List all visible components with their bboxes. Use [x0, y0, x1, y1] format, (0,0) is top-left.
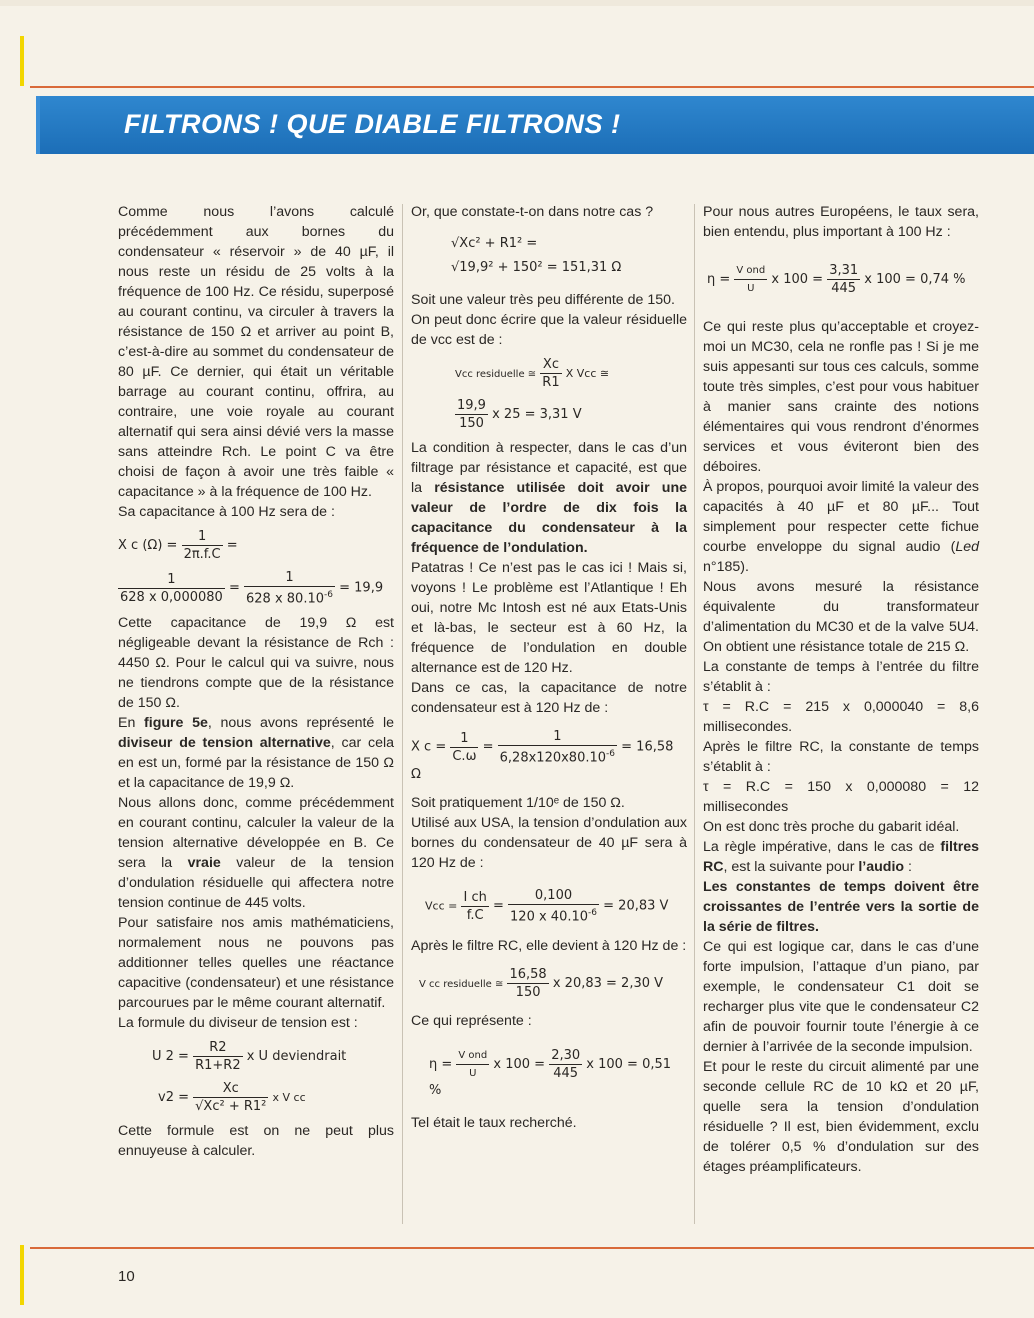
numerator: 1 [167, 571, 176, 587]
bold-text: filtres RC [703, 839, 979, 875]
paragraph [703, 837, 979, 877]
formula-term: Vcc residuelle ≅ [455, 369, 537, 380]
paragraph: On est donc très proche du gabarit idéal. [703, 819, 960, 835]
formula-vcc-residual-120hz [419, 966, 687, 1001]
bold-text: diviseur de tension alternative [118, 735, 331, 752]
paragraph: La constante de temps à l’entrée du filtre s’établit à : [703, 659, 979, 695]
fraction [827, 262, 860, 297]
numerator: I ch [463, 890, 487, 905]
numerator: V ond [736, 265, 766, 276]
paragraph [411, 438, 687, 558]
paragraph: Comme nous l’avons calculé précédemment aux bornes du condensateur « réservoir » de 40 µF, il nous reste un résidu de 25 volts à la fréquence de 100 Hz. Ce résidu, superposé au courant continu, va circuler à travers la résistance de 150 Ω et arriver au point B, c’est-à-dire au sommet du condensateur de 80 µF. Ce dernier, qui était un véritable barrage au courant continu, offrira, au contraire, une voie royale au courant alternatif qui sera ainsi dévié vers la masse sans atteindre Rch. Le point C va être choisi de façon à avoir une très faible « capacitance » à la fréquence de 100 Hz. [118, 204, 394, 500]
paragraph: Pour satisfaire nos amis mathématiciens, normalement nous ne pouvons pas additionner telles quelles une réactance capacitive (condensateur) et une résistance parcourues par le même courant alternatif. [118, 915, 394, 1012]
formula-result: = 16,58 Ω [411, 739, 674, 783]
numerator: 1 [460, 730, 469, 746]
formula-result: x 20,83 = 2,30 V [552, 975, 664, 991]
fraction [193, 1080, 268, 1115]
text: Nous allons donc, comme précédemment en courant continu, calculer la valeur de la tension alternative développée en B. Ce sera la [118, 795, 394, 872]
fraction [244, 569, 335, 607]
paragraph: Après le filtre RC, elle devient à 120 Hz de : [411, 937, 687, 954]
paragraph: Nous avons mesuré la résistance équivalente du transformateur d’alimentation du MC30 et de la valve 5U4. On obtient une résistance totale de 215 Ω. [703, 579, 979, 655]
column-1 [118, 202, 394, 1161]
formula-term: η = [429, 1056, 453, 1072]
bold-text: vraie [187, 855, 221, 872]
text: La règle impérative, dans le cas de [703, 839, 941, 855]
formula-term: X c (Ω) = [118, 538, 178, 553]
exponent: -6 [324, 590, 333, 600]
column-3 [703, 202, 979, 1177]
numerator: V ond [458, 1049, 488, 1061]
formula-result: = 20,83 V [603, 899, 669, 914]
denominator-text: 6,28x120x80.10 [499, 750, 607, 766]
paragraph: Cette capacitance de 19,9 Ω est négligeable devant la résistance de Rch : 4450 Ω. Pour le calcul qui va suivre, nous ne tiendrons compte que de la résistance de 150 Ω. [118, 615, 394, 712]
fraction [118, 571, 225, 606]
formula-line: √Xc² + R1² = [451, 236, 538, 251]
numerator: Xc [222, 1081, 239, 1097]
formula-vcc-residual [411, 356, 687, 391]
exponent: -6 [588, 908, 598, 919]
formula-term: x U deviendrait [246, 1049, 347, 1065]
formula-vcc-120hz [425, 887, 687, 925]
paragraph: Pour nous autres Européens, le taux sera, bien entendu, plus important à 100 Hz : [703, 204, 979, 240]
formula-term: U 2 = [152, 1049, 189, 1065]
paragraph: Après le filtre RC, la constante de temps s’établit à : [703, 739, 979, 775]
bold-text: l’audio [858, 859, 905, 875]
numerator: 1 [285, 570, 294, 585]
fraction [498, 728, 617, 766]
paragraph: Utilisé aux USA, la tension d’ondulation aux bornes du condensateur de 40 µF sera à 120 Hz de : [411, 815, 687, 872]
paragraph: La formule du diviseur de tension est : [118, 1015, 358, 1032]
formula-result: x 100 = 0,51 % [429, 1056, 672, 1098]
denominator-text: 628 x 80.10 [246, 591, 324, 607]
bottom-rule [30, 1247, 1034, 1249]
paragraph: Sa capacitance à 100 Hz sera de : [118, 504, 335, 520]
denominator: U [456, 1064, 489, 1082]
fraction [508, 887, 599, 925]
paragraph [118, 793, 394, 913]
paragraph: Or, que constate-t-on dans notre cas ? [411, 204, 654, 220]
numerator: 1 [197, 529, 207, 544]
fraction [455, 397, 488, 432]
denominator: 2π.f.C [183, 547, 221, 562]
formula-term: v2 = [158, 1090, 189, 1106]
formula-vcc-residual-value [411, 397, 687, 432]
fraction [734, 262, 767, 297]
paragraph: Et pour le reste du circuit alimenté par une seconde cellule RC de 10 kΩ et 20 µF, quelle sera la tension d’ondulation résiduelle ? Il est, bien évidemment, exclu de tolérer 0,5 % d’ondulation sur des étages préamplificateurs. [703, 1059, 979, 1175]
text: En [118, 715, 145, 732]
fraction [193, 1039, 243, 1074]
paragraph: Ce qui est logique car, dans le cas d’une forte impulsion, l’attaque d’un piano, par exemple, le condensateur C1 doit se recharger plus vite que le condensateur C2 afin de pouvoir fournir toute l’énergie à ce dernier à l’arrivée de la seconde impulsion. [703, 939, 979, 1055]
fraction [450, 730, 478, 765]
formula-xc-120hz [411, 728, 687, 783]
denominator: 628 x 0,000080 [120, 589, 223, 605]
formula-result: = 19,9 [339, 580, 384, 596]
formula-line: √19,9² + 150² = 151,31 Ω [451, 260, 622, 275]
formula-term: Vcc = [425, 900, 458, 913]
denominator: U [734, 279, 767, 297]
formula-term: x 100 = [493, 1056, 546, 1072]
denominator: √Xc² + R1² [195, 1099, 267, 1115]
paragraph: Cette formule est on ne peut plus ennuyeuse à calculer. [118, 1123, 394, 1160]
denominator: 445 [549, 1064, 582, 1082]
accent-bar-bottom [20, 1245, 24, 1305]
formula-term: = [228, 580, 240, 596]
denominator: 445 [827, 279, 860, 297]
text: valeur de la tension d’ondulation résiduelle qui affectera notre tension continue de 445 volts. [118, 855, 394, 912]
formula-divider [118, 1039, 394, 1074]
text: , nous avons représenté le [207, 715, 395, 732]
text: À propos, pourquoi avoir limité la valeur des capacités à 40 µF et 80 µF... Tout simplement pour respecter cette fichue courbe enveloppe du signal audio ( [703, 479, 980, 555]
fraction [540, 356, 561, 391]
formula-term: x V cc [272, 1091, 306, 1105]
paragraph: Ce qui reste plus qu’acceptable et croyez-moi un MC30, cela ne ronfle pas ! Si je me suis appesanti sur tous ces calculs, somme toute très simples, c’est pour vous habituer à manier sans crainte des notions élémentaires qui vous rendront d’énormes services et vous éviteront bien des déboires. [703, 319, 979, 475]
formula-term: η = [707, 272, 731, 287]
formula-term: = [492, 899, 504, 914]
formula-term: X Vcc ≅ [565, 367, 610, 380]
denominator: 150 [507, 983, 548, 1001]
formula-term: x 100 = [771, 272, 824, 287]
paragraph: On peut donc écrire que la valeur résiduelle de vcc est de : [411, 312, 687, 348]
formula-term: = [482, 739, 494, 755]
numerator: 1 [553, 729, 562, 744]
page-top-edge [0, 0, 1034, 6]
denominator [508, 904, 599, 925]
paragraph [118, 713, 394, 793]
column-2 [411, 202, 687, 1133]
text: , car cela en est un, formé par la résistance de 150 Ω et la capacitance de 19,9 Ω. [118, 735, 394, 792]
numerator: 16,58 [509, 966, 547, 982]
denominator: R1+R2 [195, 1058, 241, 1074]
fraction [182, 528, 223, 563]
paragraph: τ = R.C = 215 x 0,000040 = 8,6 millisecondes. [703, 699, 979, 735]
fraction [456, 1047, 489, 1082]
bold-text: résistance utilisée doit avoir une valeur de l’ordre de dix fois la capacitance du condensateur à la fréquence de l’ondulation. [411, 480, 688, 556]
numerator: 0,100 [534, 888, 573, 904]
top-rule [30, 86, 1034, 88]
denominator-text: 120 x 40.10 [510, 909, 589, 925]
column-separator [402, 204, 403, 1224]
formula-result: x 25 = 3,31 V [492, 407, 582, 422]
column-separator [694, 204, 695, 1224]
accent-bar-top [20, 36, 24, 86]
bold-text: Les constantes de temps doivent être croissantes de l’entrée vers la sortie de la série de filtres. [703, 879, 979, 935]
bold-text: figure 5e [144, 715, 208, 732]
paragraph: Tel était le taux recherché. [411, 1114, 577, 1131]
fraction [507, 966, 548, 1001]
formula-term: V cc residuelle ≅ [419, 978, 504, 990]
formula-impedance [411, 232, 687, 280]
denominator: 150 [455, 414, 488, 432]
paragraph: Ce qui représente : [411, 1012, 532, 1029]
fraction [461, 889, 488, 924]
formula-ripple-rate-100hz [707, 262, 979, 297]
formula-capacitance-value [118, 569, 394, 607]
numerator: 2,30 [551, 1047, 581, 1063]
title-banner [36, 96, 1034, 154]
paragraph [703, 877, 979, 937]
text: La condition à respecter, dans le cas d’un filtrage par résistance et capacité, est que la [411, 440, 687, 496]
paragraph: Soit une valeur très peu différente de 150. [411, 292, 675, 308]
paragraph: Patatras ! Ce n’est pas le cas ici ! Mais si, voyons ! Le problème est l’Atlantique ! Eh oui, notre Mc Intosh est né aux Etats-Unis et là-bas, le secteur est à 60 Hz, la fréquence de l’ondulation en double alternance est de 120 Hz. [411, 560, 687, 676]
page-number: 10 [118, 1268, 135, 1285]
paragraph [703, 477, 979, 577]
numerator: 19,9 [457, 398, 486, 413]
denominator: C.ω [452, 748, 477, 764]
formula-ripple-rate [429, 1047, 687, 1099]
numerator: Xc [542, 357, 559, 372]
denominator: f.C [461, 906, 488, 924]
paragraph: Soit pratiquement 1/10ᵉ de 150 Ω. [411, 795, 625, 812]
page-title: FILTRONS ! QUE DIABLE FILTRONS ! [124, 109, 621, 139]
formula-result: x 100 = 0,74 % [864, 272, 966, 287]
italic-text: Led [955, 539, 979, 555]
denominator: R1 [542, 375, 560, 390]
text: : [904, 859, 912, 875]
exponent: -6 [606, 749, 616, 759]
text: , est la suivante pour [723, 859, 859, 875]
fraction [549, 1047, 582, 1082]
formula-capacitance [118, 528, 394, 563]
text: n°185). [703, 559, 749, 575]
denominator [244, 586, 335, 607]
paragraph: τ = R.C = 150 x 0,000080 = 12 millisecondes [703, 779, 979, 815]
numerator: R2 [209, 1040, 227, 1056]
paragraph: Dans ce cas, la capacitance de notre condensateur est à 120 Hz de : [411, 680, 687, 716]
formula-divider-ac [118, 1080, 394, 1115]
formula-term: = [226, 538, 238, 553]
formula-term: X c = [411, 739, 447, 755]
numerator: 3,31 [829, 263, 859, 278]
denominator [498, 745, 617, 766]
